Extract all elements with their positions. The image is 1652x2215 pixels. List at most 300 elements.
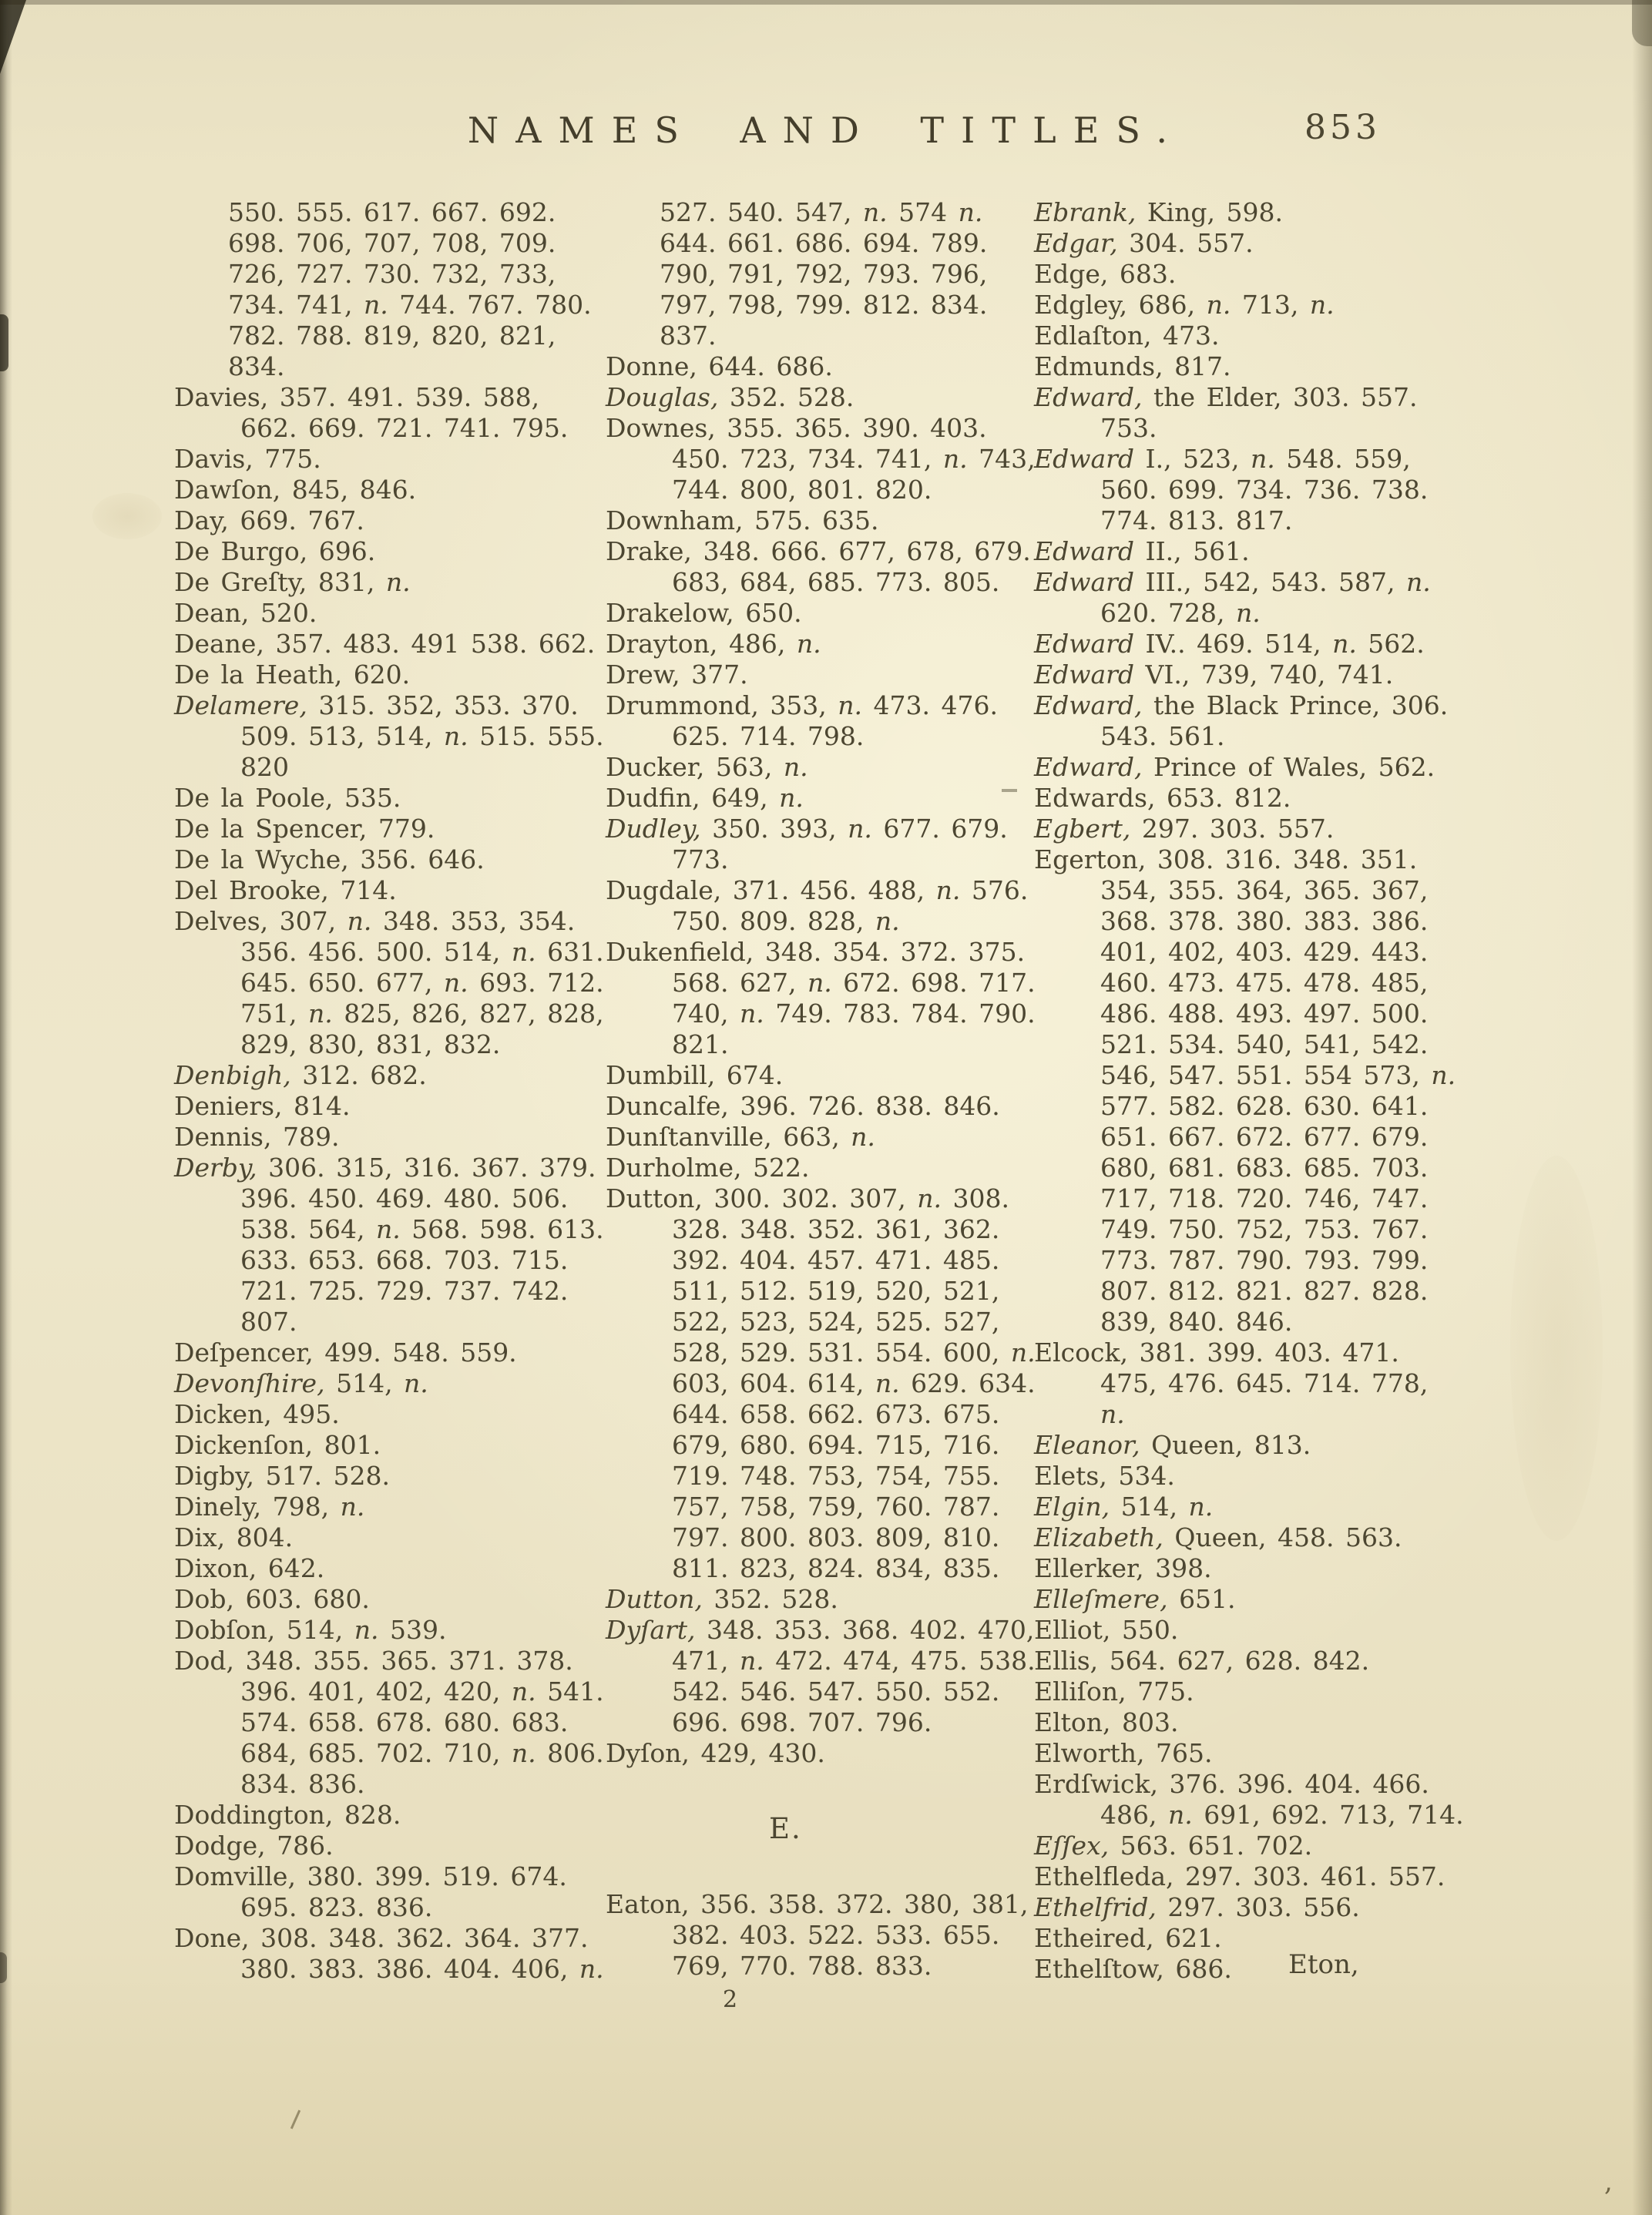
index-entry-line [1034, 814, 1532, 844]
index-entry-line [1034, 1461, 1532, 1492]
entry-pages: 651. [1179, 1584, 1236, 1614]
index-entry-line [174, 1337, 606, 1368]
entry-name: Edwards, [1034, 783, 1156, 813]
entry-name: Elets, [1034, 1461, 1107, 1491]
index-entry-line [174, 1368, 606, 1399]
index-entry-line [1034, 1831, 1532, 1861]
index-entry-line [1034, 1522, 1532, 1553]
entry-pages: 831, n. [317, 567, 411, 597]
index-entry [1034, 1646, 1532, 1676]
entry-pages: 575. 635. [754, 505, 879, 535]
index-entry-line [1034, 1892, 1532, 1923]
entry-name: Eleanor, [1034, 1430, 1140, 1460]
entry-pages: 568. 627, n. 672. 698. 717. [672, 968, 1036, 998]
entry-pages: 642. [267, 1553, 325, 1583]
entry-name: Delamere, [174, 690, 307, 720]
entry-pages: 801. [324, 1430, 381, 1460]
index-entry-line [174, 906, 606, 937]
index-entry [1034, 1676, 1532, 1707]
entry-pages: 398. [1155, 1553, 1212, 1583]
entry-pages: 811. 823, 824. 834, 835. [672, 1553, 1000, 1583]
index-entry-line [174, 536, 606, 567]
entry-pages: 696. 698. 707. 796. [672, 1707, 932, 1737]
scan-edge-shadow-right [1632, 0, 1652, 2215]
index-entry [174, 1153, 606, 1337]
index-entry-line [606, 1584, 1036, 1615]
entry-name: Donne, [606, 351, 697, 381]
index-entry-line [1034, 1430, 1532, 1461]
index-entry [174, 629, 606, 659]
entry-name: Egbert, [1034, 814, 1131, 844]
index-entry-line [174, 1522, 606, 1553]
index-entry [1034, 228, 1532, 259]
catchword: Eton, [1288, 1949, 1359, 1980]
entry-pages: n. [1100, 1399, 1125, 1429]
index-entry-line [174, 598, 606, 629]
index-entry-line [606, 1307, 1036, 1337]
index-entry-line [1034, 721, 1532, 752]
entry-name: Dudley, [606, 814, 701, 844]
entry-name: Erdſwick, [1034, 1769, 1158, 1799]
entry-pages: 371. 456. 488, n. 576. [732, 875, 1029, 905]
entry-pages: III., 542, 543. 587, n. [1145, 567, 1431, 597]
index-entry [606, 659, 1036, 690]
entry-pages: 517. 528. [265, 1461, 390, 1491]
index-entry-line [174, 1276, 606, 1307]
index-entry [1034, 752, 1532, 783]
entry-pages: 574. 658. 678. 680. 683. [240, 1707, 569, 1737]
entry-name: Drummond, [606, 690, 759, 720]
entry-pages: 356. 358. 372. 380, 381, [700, 1889, 1029, 1919]
index-entry-line [1034, 1214, 1532, 1245]
index-entry-line [606, 814, 1036, 844]
index-entry-line [174, 505, 606, 536]
entry-pages: 550. 555. 617. 667. 692. [228, 197, 556, 227]
entry-pages: 734. 741, n. 744. 767. 780. [228, 290, 592, 320]
index-entry-line [1034, 752, 1532, 783]
index-entry-line [1034, 290, 1532, 321]
index-entry [174, 875, 606, 906]
index-entry-line [1034, 1183, 1532, 1214]
entry-pages: 765. [1156, 1738, 1213, 1768]
entry-name: Davies, [174, 382, 269, 412]
index-entry [174, 382, 606, 444]
index-entry-line [606, 1951, 1036, 1982]
index-entry-line [1034, 629, 1532, 659]
index-entry-line [606, 968, 1036, 998]
index-entry-line [174, 1769, 606, 1800]
entry-name: Dawſon, [174, 475, 281, 505]
index-entry-line [174, 1831, 606, 1861]
index-entry [174, 1615, 606, 1646]
entry-name: Drakelow, [606, 598, 734, 628]
entry-name: Dukenfield, [606, 937, 754, 967]
entry-name: Elgin, [1034, 1492, 1110, 1522]
index-entry [1034, 382, 1532, 444]
index-entry-line [174, 998, 606, 1029]
index-entry-line [1034, 1861, 1532, 1892]
entry-name: Edward [1034, 444, 1135, 474]
entry-pages: 350. 393, n. 677. 679. [712, 814, 1008, 844]
index-entry [1034, 1769, 1532, 1831]
entry-pages: 304. 557. [1129, 228, 1254, 258]
index-entry-line [174, 351, 606, 382]
index-entry-line [174, 814, 606, 844]
index-entry-line [606, 783, 1036, 814]
index-entry-line [174, 752, 606, 783]
entry-pages: Prince of Wales, 562. [1153, 752, 1435, 782]
entry-pages: 538. 564, n. 568. 598. 613. [240, 1214, 604, 1244]
index-entry [1034, 444, 1532, 536]
entry-name: Deane, [174, 629, 264, 659]
index-entry-line [174, 783, 606, 814]
entry-pages: 396. 401, 402, 420, n. 541. [240, 1676, 604, 1707]
index-entry-line [174, 1800, 606, 1831]
entry-pages: 522. [752, 1153, 810, 1183]
entry-pages: 645. 650. 677, n. 693. 712. [240, 968, 604, 998]
index-entry-line [174, 1029, 606, 1060]
index-entry-line [606, 475, 1036, 505]
entry-name: Dodge, [174, 1831, 266, 1861]
entry-pages: 751, n. 825, 826, 827, 828, [240, 998, 604, 1029]
index-entry-line [1034, 1676, 1532, 1707]
entry-name: Dob, [174, 1584, 234, 1614]
index-entry-line [1034, 1954, 1532, 1985]
index-entry [174, 1522, 606, 1553]
index-entry [174, 844, 606, 875]
entry-pages: 522, 523, 524, 525. 527, [672, 1307, 1000, 1337]
entry-name: De Burgo, [174, 536, 308, 566]
entry-pages: 750. 809. 828, n. [672, 906, 900, 936]
index-entry-line [606, 752, 1036, 783]
index-entry-line [1034, 567, 1532, 598]
index-entry-line [606, 413, 1036, 444]
index-entry-line [1034, 844, 1532, 875]
index-entry-line [1034, 413, 1532, 444]
index-entry [1034, 1492, 1532, 1522]
entry-name: Edlaſton, [1034, 321, 1152, 351]
entry-name: Dicken, [174, 1399, 272, 1429]
entry-pages: 380. 399. 519. 674. [307, 1861, 567, 1891]
entry-pages: 300. 302. 307, n. 308. [714, 1183, 1009, 1213]
entry-pages: 357. 491. 539. 588, [279, 382, 540, 412]
index-entry [174, 1060, 606, 1091]
index-entry-line [174, 1707, 606, 1738]
index-entry [606, 1153, 1036, 1183]
index-entry-line [174, 1492, 606, 1522]
entry-name: Dixon, [174, 1553, 257, 1583]
entry-pages: 807. [240, 1307, 297, 1337]
ink-mark [290, 2110, 301, 2129]
index-entry-line [1034, 536, 1532, 567]
entry-pages: 560. 699. 734. 736. 738. [1100, 475, 1429, 505]
entry-pages: 644. 658. 662. 673. 675. [672, 1399, 1000, 1429]
entry-pages: 714. [340, 875, 397, 905]
entry-pages: 804. [236, 1522, 294, 1552]
index-entry [606, 197, 1036, 351]
index-entry [174, 536, 606, 567]
index-entry-line [606, 1276, 1036, 1307]
index-entry [174, 1430, 606, 1461]
entry-name: Edward, [1034, 752, 1143, 782]
index-entry-line [606, 937, 1036, 968]
entry-pages: 382. 403. 522. 533. 655. [672, 1920, 1000, 1950]
entry-name: Dutton, [606, 1584, 703, 1614]
index-entry-line [606, 1738, 1036, 1769]
index-entry-line [1034, 875, 1532, 906]
index-entry [174, 1399, 606, 1430]
entry-name: Drake, [606, 536, 692, 566]
entry-pages: 651. 667. 672. 677. 679. [1100, 1122, 1429, 1152]
index-entry-line [606, 1492, 1036, 1522]
entry-pages: 684, 685. 702. 710, n. 806. [240, 1738, 604, 1768]
index-entry-line [174, 690, 606, 721]
entry-pages: 499. 548. 559. [324, 1337, 517, 1368]
index-entry-line [174, 1646, 606, 1676]
entry-pages: 297. 303. 461. 557. [1185, 1861, 1446, 1891]
entry-pages: 834. [228, 351, 285, 381]
index-entry [174, 1461, 606, 1492]
signature-mark: 2 [723, 1986, 738, 2013]
entry-pages: 307, n. 348. 353, 354. [279, 906, 576, 936]
entry-name: Dugdale, [606, 875, 722, 905]
entry-name: Edward, [1034, 382, 1143, 412]
index-entry-line [1034, 1091, 1532, 1122]
entry-pages: 564. 627, 628. 842. [1109, 1646, 1370, 1676]
index-entry-line [606, 1522, 1036, 1553]
entry-name: Edward, [1034, 690, 1143, 720]
entry-name: Duncalfe, [606, 1091, 729, 1121]
index-entry-line [606, 290, 1036, 321]
entry-pages: 839, 840. 846. [1100, 1307, 1293, 1337]
entry-pages: 543. 561. [1100, 721, 1225, 751]
entry-pages: 798, n. [272, 1492, 365, 1522]
index-entry [1034, 1707, 1532, 1738]
entry-pages: 774. 813. 817. [1100, 505, 1293, 535]
index-entry [1034, 1615, 1532, 1646]
entry-pages: IV.. 469. 514, n. 562. [1145, 629, 1425, 659]
entry-name: Edgley, [1034, 290, 1128, 320]
index-entry-line [606, 690, 1036, 721]
entry-pages: 486, n. [728, 629, 821, 659]
entry-pages: 775. [264, 444, 321, 474]
index-entry [174, 690, 606, 783]
entry-pages: 429, 430. [700, 1738, 825, 1768]
entry-name: Ebrank, [1034, 197, 1137, 227]
entry-pages: 620. [353, 659, 411, 690]
entry-pages: 312. 682. [302, 1060, 427, 1090]
index-entry-line [174, 413, 606, 444]
index-entry [174, 197, 606, 382]
index-entry [1034, 351, 1532, 382]
entry-pages: 377. [691, 659, 748, 690]
index-entry-line [174, 382, 606, 413]
entry-pages: 352. 528. [729, 382, 855, 412]
entry-pages: 486, n. 691, 692. 713, 714. [1100, 1800, 1464, 1830]
entry-pages: 644. 661. 686. 694. 789. [660, 228, 988, 258]
index-entry-line [1034, 1337, 1532, 1368]
entry-pages: 306. 315, 316. 367. 379. [268, 1153, 596, 1183]
entry-pages: 297. 303. 557. [1141, 814, 1335, 844]
entry-name: Dudfin, [606, 783, 700, 813]
index-entry-line [1034, 783, 1532, 814]
entry-name: Digby, [174, 1461, 255, 1491]
index-column-3 [1034, 197, 1532, 1985]
index-entry-line [606, 1676, 1036, 1707]
index-entry-line [606, 1889, 1036, 1920]
index-entry [606, 752, 1036, 783]
entry-pages: 603, 604. 614, n. 629. 634. [672, 1368, 1036, 1398]
entry-pages: 680, 681. 683. 685. 703. [1100, 1153, 1429, 1183]
entry-pages: 775. [1137, 1676, 1194, 1707]
entry-pages: 773. 787. 790. 793. 799. [1100, 1245, 1429, 1275]
index-entry [174, 475, 606, 505]
entry-pages: Queen, 813. [1151, 1430, 1311, 1460]
index-entry [174, 906, 606, 1060]
index-entry [174, 1122, 606, 1153]
entry-name: Davis, [174, 444, 254, 474]
index-entry-line [174, 321, 606, 351]
index-entry [1034, 1337, 1532, 1430]
entry-name: Ellis, [1034, 1646, 1099, 1676]
index-entry-line [174, 1738, 606, 1769]
index-entry-line [174, 1245, 606, 1276]
entry-pages: 514, n. [1120, 1492, 1214, 1522]
entry-pages: 308. 348. 362. 364. 377. [260, 1923, 589, 1953]
scan-edge-nub [0, 314, 8, 371]
index-entry [1034, 536, 1532, 567]
entry-name: De Greſty, [174, 567, 307, 597]
index-entry-line [1034, 1368, 1532, 1399]
index-entry [1034, 197, 1532, 228]
index-entry-line [174, 1399, 606, 1430]
index-entry-line [174, 259, 606, 290]
index-entry-line [1034, 1245, 1532, 1276]
index-entry-line [1034, 1276, 1532, 1307]
index-entry-line [606, 629, 1036, 659]
index-entry [1034, 814, 1532, 844]
entry-pages: 797. 800. 803. 809, 810. [672, 1522, 1000, 1552]
entry-name: Edward [1034, 536, 1135, 566]
entry-pages: 674. [726, 1060, 784, 1090]
entry-pages: 527. 540. 547, n. 574 n. [660, 197, 983, 227]
index-entry [174, 1492, 606, 1522]
entry-pages: 460. 473. 475. 478. 485, [1100, 968, 1429, 998]
entry-name: Domville, [174, 1861, 296, 1891]
index-entry [606, 690, 1036, 752]
index-entry-line [174, 629, 606, 659]
entry-pages: 514, n. [336, 1368, 428, 1398]
entry-pages: 603. 680. [245, 1584, 370, 1614]
entry-pages: 535. [344, 783, 401, 813]
index-entry [1034, 290, 1532, 321]
entry-pages: 348. 355. 365. 371. 378. [245, 1646, 573, 1676]
entry-pages: 577. 582. 628. 630. 641. [1100, 1091, 1429, 1121]
entry-name: Dobſon, [174, 1615, 276, 1645]
index-entry-line [1034, 475, 1532, 505]
index-entry [606, 937, 1036, 1060]
entry-name: Elizabeth, [1034, 1522, 1163, 1552]
entry-pages: 450. 723, 734. 741, n. 743, [672, 444, 1036, 474]
index-entry-line [174, 1060, 606, 1091]
index-entry-line [174, 1153, 606, 1183]
entry-pages: 726, 727. 730. 732, 733, [228, 259, 556, 289]
index-entry-line [606, 844, 1036, 875]
index-entry-line [606, 1615, 1036, 1646]
index-entry-line [606, 1183, 1036, 1214]
index-entry-line [606, 536, 1036, 567]
entry-name: Elliſon, [1034, 1676, 1127, 1707]
entry-name: Ducker, [606, 752, 705, 782]
entry-pages: 473. [1163, 321, 1220, 351]
index-entry-line [1034, 1060, 1532, 1091]
entry-name: Dean, [174, 598, 250, 628]
entry-name: Del Brooke, [174, 875, 329, 905]
entry-pages: 803. [1122, 1707, 1179, 1737]
index-entry [606, 351, 1036, 382]
index-entry-line [1034, 1553, 1532, 1584]
index-entry [1034, 659, 1532, 690]
entry-name: Downham, [606, 505, 744, 535]
entry-pages: 475, 476. 645. 714. 778, [1100, 1368, 1429, 1398]
entry-name: Edgar, [1034, 228, 1118, 258]
index-entry [174, 567, 606, 598]
entry-pages: 789. [282, 1122, 340, 1152]
index-entry-line [606, 1461, 1036, 1492]
index-entry-line [1034, 321, 1532, 351]
entry-pages: 814. [294, 1091, 351, 1121]
index-entry-line [1034, 259, 1532, 290]
index-entry-line [606, 1153, 1036, 1183]
index-entry-line [174, 1122, 606, 1153]
entry-pages: 797, 798, 799. 812. 834. [660, 290, 988, 320]
entry-name: Edward [1034, 659, 1135, 690]
index-entry [1034, 1430, 1532, 1461]
index-entry [1034, 783, 1532, 814]
page-title: NAMES AND TITLES. [467, 109, 1185, 151]
index-entry [1034, 690, 1532, 752]
index-entry [606, 1889, 1036, 1982]
entry-pages: 355. 365. 390. 403. [727, 413, 987, 443]
index-entry [606, 629, 1036, 659]
index-entry-line [606, 1707, 1036, 1738]
index-entry-line [174, 1461, 606, 1492]
entry-pages: 719. 748. 753, 754, 755. [672, 1461, 1000, 1491]
entry-pages: 773. [672, 844, 729, 874]
ink-mark: , [1604, 2166, 1613, 2197]
entry-name: Eſſex, [1034, 1831, 1110, 1861]
index-entry [606, 413, 1036, 505]
entry-name: Eaton, [606, 1889, 690, 1919]
index-entry [606, 783, 1036, 814]
entry-pages: 521. 534. 540, 541, 542. [1100, 1029, 1429, 1059]
entry-pages: 834. 836. [240, 1769, 365, 1799]
entry-pages: 352. 528. [714, 1584, 838, 1614]
index-entry-line [606, 1646, 1036, 1676]
index-entry [606, 598, 1036, 629]
index-entry-line [606, 1122, 1036, 1153]
entry-pages: II., 561. [1145, 536, 1250, 566]
entry-pages: 348. 353. 368. 402. 470, [707, 1615, 1035, 1645]
index-entry-line [174, 1615, 606, 1646]
index-entry-line [1034, 197, 1532, 228]
entry-pages: 563. 651. 702. [1120, 1831, 1313, 1861]
index-entry-line [606, 321, 1036, 351]
entry-name: Elliot, [1034, 1615, 1111, 1645]
entry-pages: 669. 767. [240, 505, 364, 535]
entry-pages: the Elder, 303. 557. [1153, 382, 1418, 412]
entry-pages: 328. 348. 352. 361, 362. [672, 1214, 1000, 1244]
